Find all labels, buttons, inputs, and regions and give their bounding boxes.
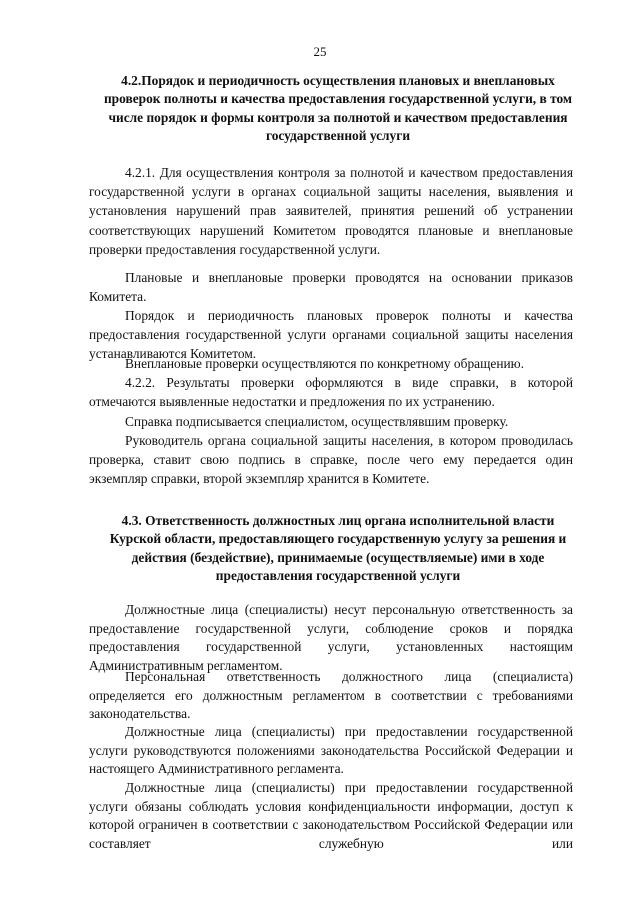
- section-4-3-heading: 4.3. Ответственность должностных лиц органа исполнительной власти Курской области, предоставляющего государственную услугу за решения и действия (бездействие), принимаемые (осуществляемые) ими в ходе предоставления государственной услуги: [109, 513, 567, 584]
- paragraph-4-2-2: 4.2.2. Результаты проверки оформляются в виде справки, в которой отмечаются выявленные недостатки и предложения по их устранению.: [89, 375, 573, 410]
- paragraph-officials-responsibility: Должностные лица (специалисты) несут персональную ответственность за предоставление государственной услуги, соблюдение сроков и порядка предоставления государственной услуги, установленных настоящим Административным регламентом.: [89, 602, 573, 673]
- paragraph-officials-guided: Должностные лица (специалисты) при предоставлении государственной услуги руководствуются положениями законодательства Российской Федерации и настоящего Административного регламента.: [89, 724, 573, 777]
- paragraph-confidentiality: Должностные лица (специалисты) при предоставлении государственной услуги обязаны соблюдать условия конфиденциальности информации, доступ к которой ограничен в соответствии с законодательством Российской Федерации или составляет служебную или: [89, 780, 573, 851]
- paragraph-inspection-order: Порядок и периодичность плановых проверок полноты и качества предоставления государственной услуги органами социальной защиты населения устанавливаются Комитетом.: [89, 308, 573, 362]
- paragraph-personal-responsibility: Персональная ответственность должностного лица (специалиста) определяется его должностным регламентом в соответствии с требованиями законодательства.: [89, 669, 573, 722]
- paragraph-planned-inspections: Плановые и внеплановые проверки проводятся на основании приказов Комитета.: [89, 270, 573, 305]
- paragraph-unplanned-inspections: Внеплановые проверки осуществляются по конкретному обращению.: [125, 356, 525, 371]
- paragraph-4-2-1: 4.2.1. Для осуществления контроля за полнотой и качеством предоставления государственной услуги в органах социальной защиты населения, выявления и установления нарушений прав заявителей, принятия решений об устранении соответствующих нарушений Комитетом проводятся плановые и внеплановые проверки предоставления государственной услуги.: [89, 165, 573, 257]
- paragraph-report-signature: Справка подписывается специалистом, осуществлявшим проверку.: [125, 414, 509, 429]
- paragraph-head-of-authority: Руководитель органа социальной защиты населения, в котором проводилась проверка, ставит свою подпись в справке, после чего ему передается один экземпляр справки, второй экземпляр хранится в Комитете.: [89, 433, 573, 487]
- page-number: 25: [313, 44, 327, 59]
- section-4-2-heading: 4.2.Порядок и периодичность осуществления плановых и внеплановых проверок полноты и качества предоставления государственной услуги, в том числе порядок и формы контроля за полнотой и качеством предоставления государственной услуги: [103, 73, 573, 144]
